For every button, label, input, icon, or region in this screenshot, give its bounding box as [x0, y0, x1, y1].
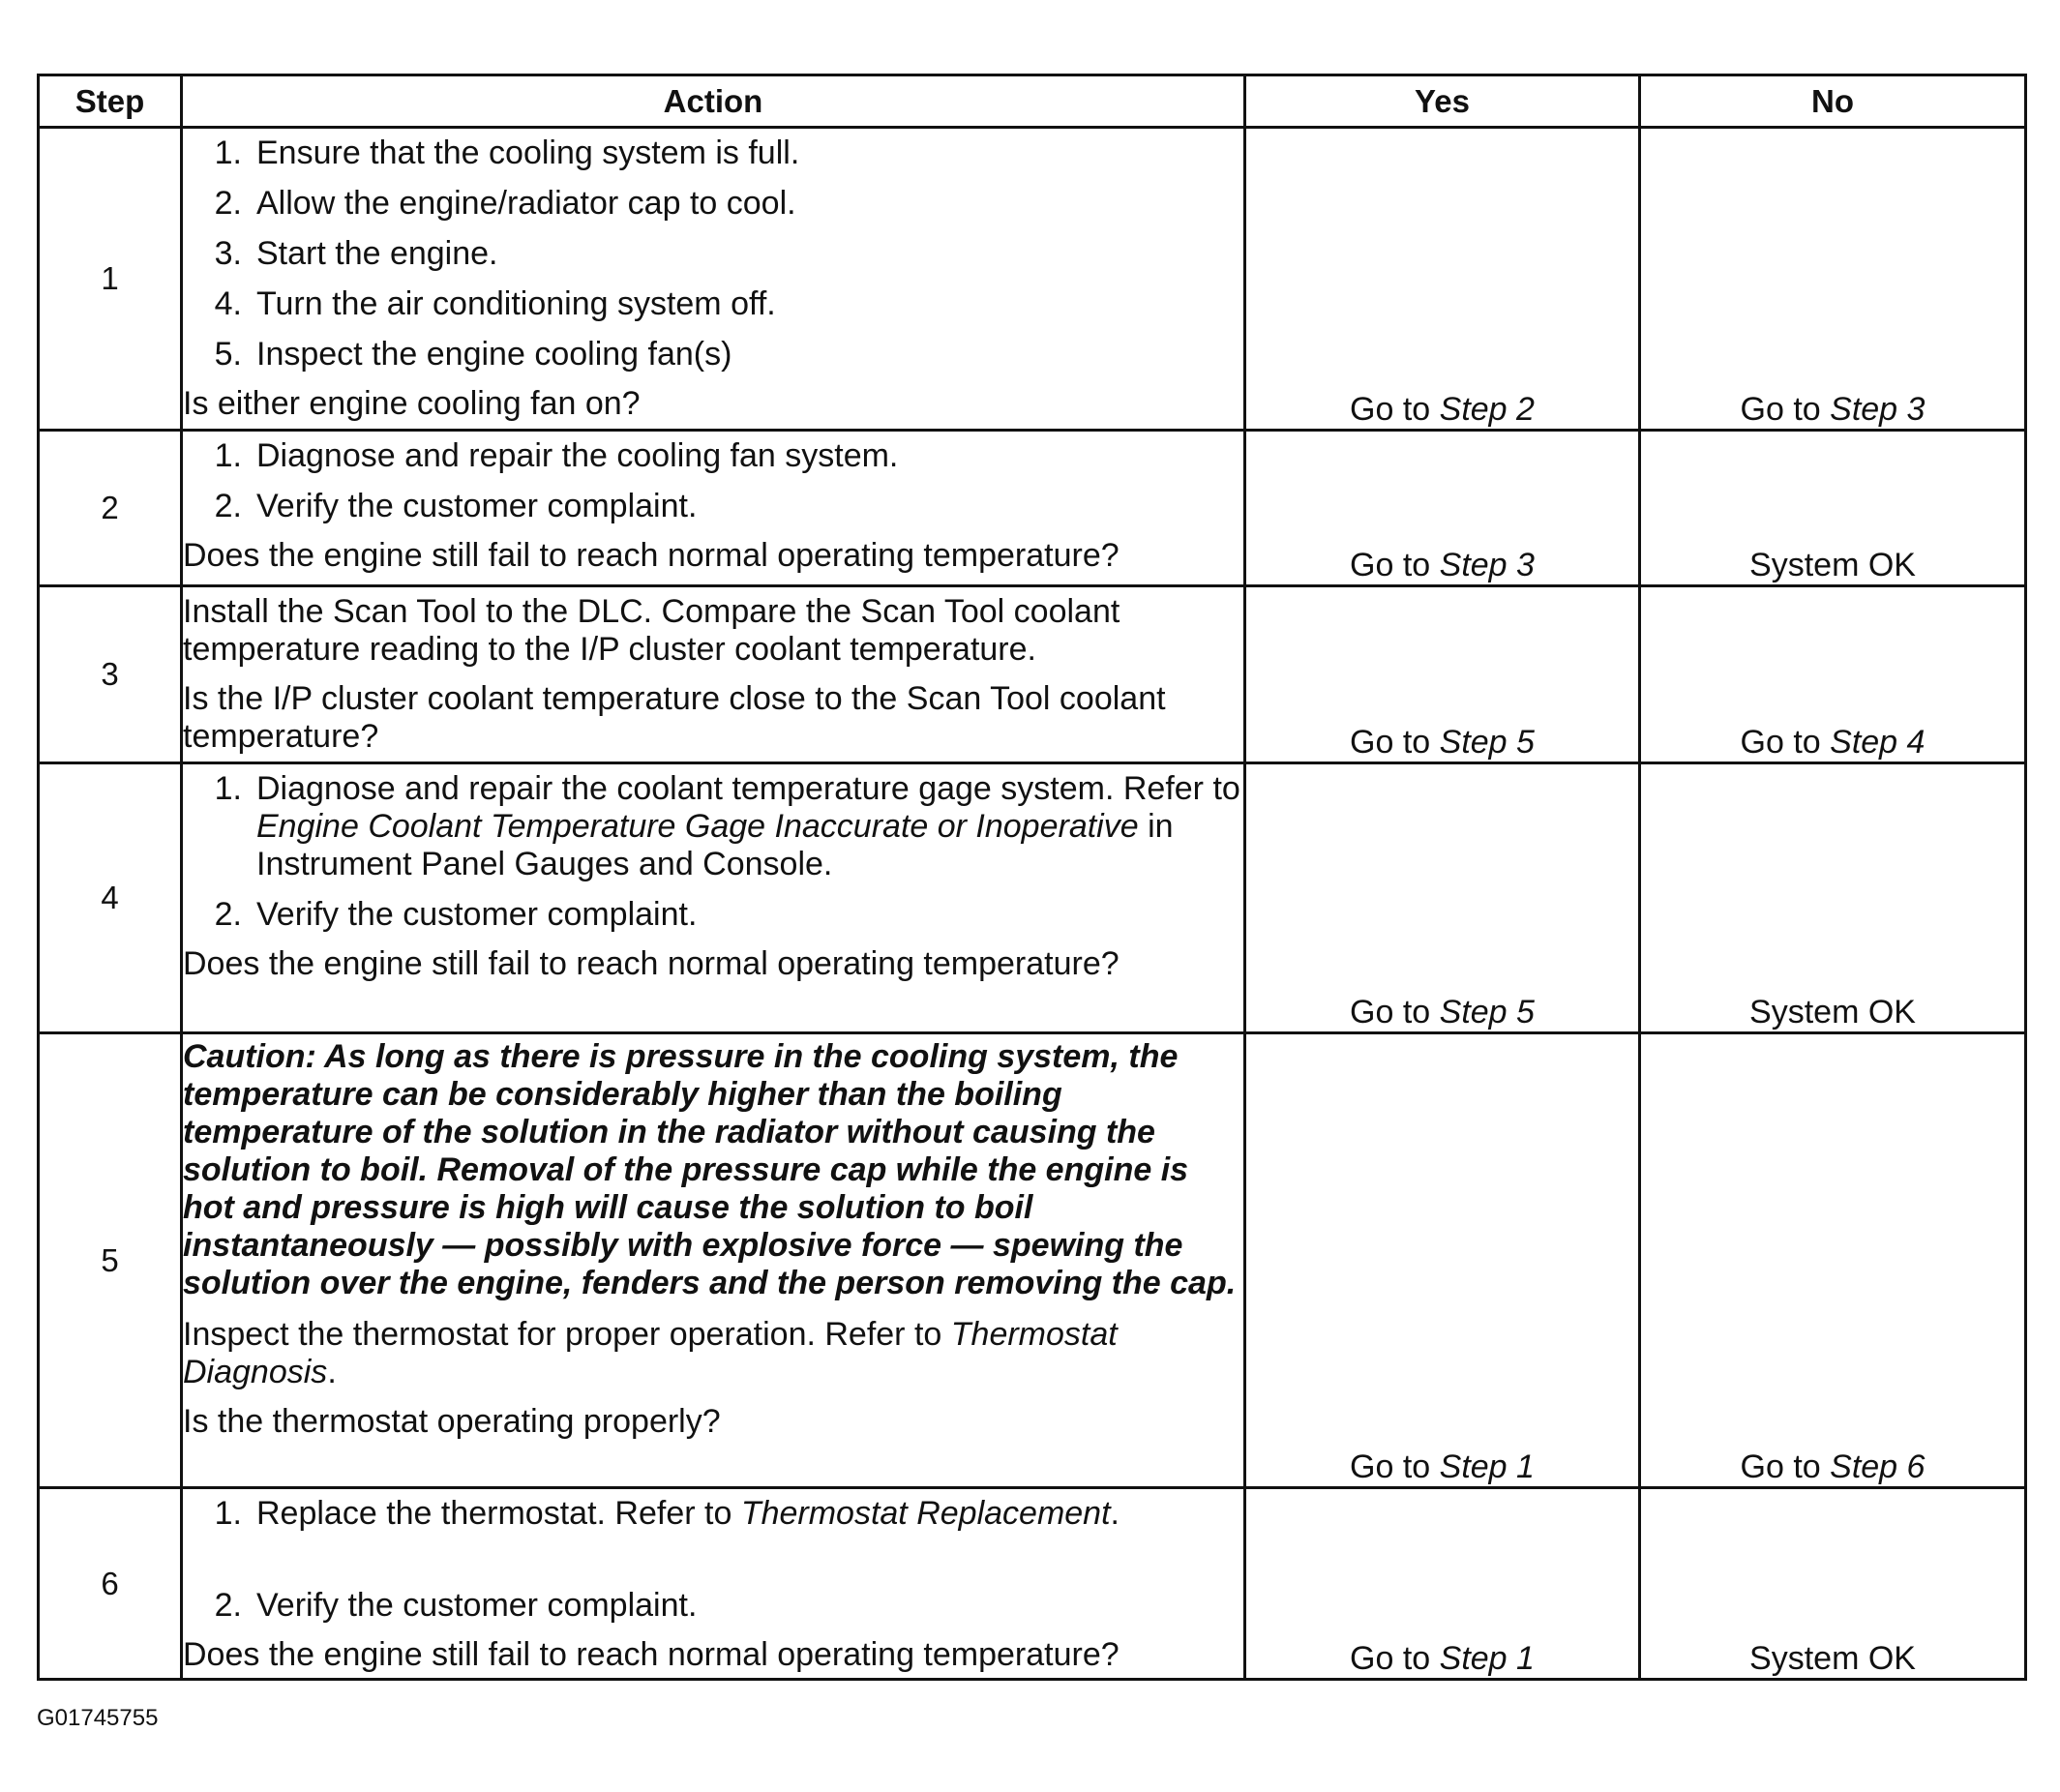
yes-cell: Go to Step 3	[1245, 431, 1640, 586]
step-reference: Step 1	[1439, 1449, 1535, 1485]
yes-cell: Go to Step 1	[1245, 1033, 1640, 1488]
table-row-step-6	[39, 1488, 2026, 1680]
table-row-step-4	[39, 763, 2026, 1033]
question-text: Does the engine still fail to reach normal operating temperature?	[183, 537, 1120, 574]
yes-cell: Go to Step 1	[1245, 1488, 1640, 1680]
document-reference: Thermostat Diagnosis	[183, 1316, 1118, 1390]
list-item: 2. Verify the customer complaint.	[214, 1587, 698, 1624]
step-reference: Step 1	[1439, 1640, 1535, 1677]
list-item: 3. Start the engine.	[214, 235, 498, 272]
list-item: 1. Diagnose and repair the cooling fan system.	[214, 437, 899, 474]
no-cell: Go to Step 4	[1640, 586, 2026, 763]
step-number: 1	[39, 128, 182, 431]
yes-cell: Go to Step 2	[1245, 128, 1640, 431]
no-cell: Go to Step 3	[1640, 128, 2026, 431]
action-cell	[182, 128, 1245, 431]
table-row-step-5	[39, 1033, 2026, 1488]
question-text: Does the engine still fail to reach normal operating temperature?	[183, 945, 1120, 982]
list-item: 2. Verify the customer complaint.	[214, 488, 698, 524]
table-row-step-1	[39, 128, 2026, 431]
header-no: No	[1640, 75, 2026, 128]
list-item: 2. Allow the engine/radiator cap to cool.	[214, 185, 796, 222]
step-number: 3	[39, 586, 182, 763]
header-yes: Yes	[1245, 75, 1640, 128]
step-number: 6	[39, 1488, 182, 1680]
no-cell: System OK	[1640, 431, 2026, 586]
step-reference: Step 5	[1439, 994, 1535, 1030]
diagnostic-table	[37, 74, 2027, 1681]
question-text: Does the engine still fail to reach normal operating temperature?	[183, 1636, 1120, 1673]
list-item: 1. Ensure that the cooling system is full.	[214, 134, 800, 171]
step-reference: Step 2	[1439, 391, 1535, 428]
no-cell: System OK	[1640, 763, 2026, 1033]
no-cell: Go to Step 6	[1640, 1033, 2026, 1488]
question-text: Is either engine cooling fan on?	[183, 385, 641, 422]
instruction-text: Install the Scan Tool to the DLC. Compare the Scan Tool coolant temperature reading to the I/P cluster coolant temperature.	[183, 593, 1120, 668]
list-item: 5. Inspect the engine cooling fan(s)	[214, 336, 732, 373]
figure-id: G01745755	[37, 1705, 159, 1731]
action-cell	[182, 586, 1245, 763]
header-row	[39, 75, 2026, 128]
step-reference: Step 3	[1439, 547, 1535, 583]
action-cell	[182, 431, 1245, 586]
question-text: Is the I/P cluster coolant temperature close to the Scan Tool coolant temperature?	[183, 680, 1166, 755]
step-reference: Step 5	[1439, 724, 1535, 761]
yes-cell: Go to Step 5	[1245, 763, 1640, 1033]
document-reference: Thermostat Replacement	[740, 1495, 1111, 1532]
step-number: 2	[39, 431, 182, 586]
question-text: Is the thermostat operating properly?	[183, 1403, 721, 1440]
header-action: Action	[182, 75, 1245, 128]
yes-cell: Go to Step 5	[1245, 586, 1640, 763]
step-number: 5	[39, 1033, 182, 1488]
step-reference: Step 6	[1830, 1449, 1926, 1485]
step-reference: Step 4	[1830, 724, 1926, 761]
list-item: 1. Diagnose and repair the coolant temperature gage system. Refer to Engine Coolant Temperature Gage Inaccurate or Inoperative in Instrument Panel Gauges and Console.	[214, 770, 1240, 882]
action-cell	[182, 763, 1245, 1033]
step-reference: Step 3	[1830, 391, 1926, 428]
no-cell: System OK	[1640, 1488, 2026, 1680]
caution-text: Caution: As long as there is pressure in the cooling system, the temperature can be considerably higher than the boiling temperature of the solution in the radiator without causing the solution to boil. Removal of the pressure cap while the engine is hot and pressure is high will cause the solution to boil instantaneously — possibly with explosive force — spewing the solution over the engine, fenders and the person removing the cap.	[183, 1038, 1237, 1301]
list-item: 1. Replace the thermostat. Refer to Thermostat Replacement.	[214, 1495, 1120, 1532]
action-cell	[182, 1033, 1245, 1488]
table-row-step-3	[39, 586, 2026, 763]
step-number: 4	[39, 763, 182, 1033]
list-item: 4. Turn the air conditioning system off.	[214, 285, 776, 322]
table-row-step-2	[39, 431, 2026, 586]
action-cell	[182, 1488, 1245, 1680]
list-item: 2. Verify the customer complaint.	[214, 896, 698, 933]
instruction-text: Inspect the thermostat for proper operation. Refer to Thermostat Diagnosis.	[183, 1316, 1118, 1390]
document-reference: Engine Coolant Temperature Gage Inaccurate or Inoperative	[256, 808, 1139, 845]
header-step: Step	[39, 75, 182, 128]
